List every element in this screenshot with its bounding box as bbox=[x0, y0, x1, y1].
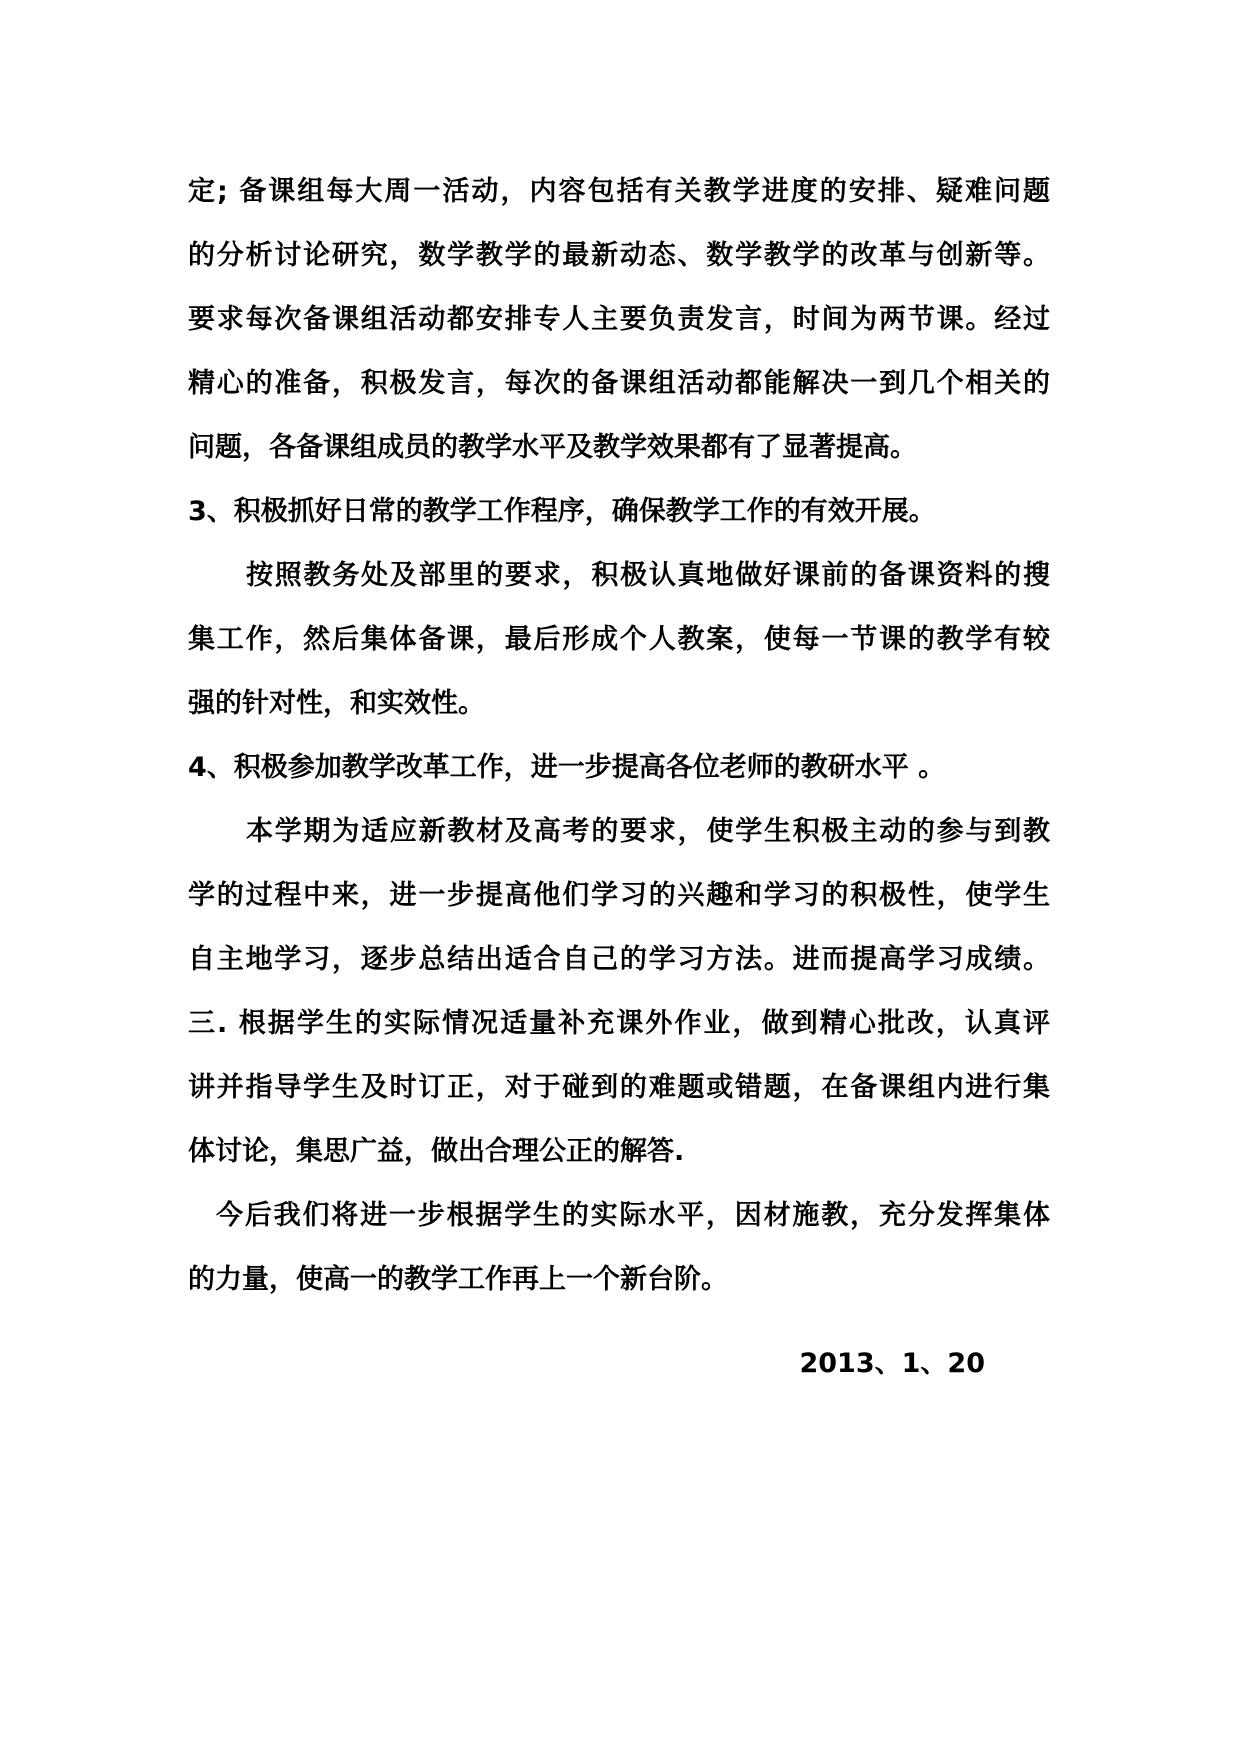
text-line: 学的过程中来，进一步提高他们学习的兴趣和学习的积极性，使学生 bbox=[188, 880, 1050, 911]
text-line: 今后我们将进一步根据学生的实际水平，因材施教，充分发挥集体 bbox=[216, 1200, 1050, 1231]
text-line: 问题，各备课组成员的教学水平及教学效果都有了显著提高。 bbox=[188, 432, 917, 463]
section-heading: 三. 根据学生的实际情况适量补充课外作业，做到精心批改，认真评 bbox=[188, 1008, 1050, 1039]
text-line: 按照教务处及部里的要求，积极认真地做好课前的备课资料的搜 bbox=[246, 560, 1050, 591]
text-line: 的分析讨论研究，数学教学的最新动态、数学教学的改革与创新等。 bbox=[188, 240, 1050, 271]
section-heading: 3、积极抓好日常的教学工作程序，确保教学工作的有效开展。 bbox=[188, 496, 936, 527]
text-line: 精心的准备，积极发言，每次的备课组活动都能解决一到几个相关的 bbox=[188, 368, 1050, 399]
text-line: 集工作，然后集体备课，最后形成个人教案，使每一节课的教学有较 bbox=[188, 624, 1050, 655]
text-line: 的力量，使高一的教学工作再上一个新台阶。 bbox=[188, 1264, 728, 1295]
text-line: 本学期为适应新教材及高考的要求，使学生积极主动的参与到教 bbox=[246, 816, 1050, 847]
section-heading: 4、积极参加教学改革工作，进一步提高各位老师的教研水平 。 bbox=[188, 752, 946, 783]
body-text bbox=[188, 160, 1050, 1312]
text-line: 自主地学习，逐步总结出适合自己的学习方法。进而提高学习成绩。 bbox=[188, 944, 1050, 975]
text-line: 定; 备课组每大周一活动，内容包括有关教学进度的安排、疑难问题 bbox=[188, 176, 1050, 207]
text-line: 讲并指导学生及时订正，对于碰到的难题或错题，在备课组内进行集 bbox=[188, 1072, 1050, 1103]
document-date: 2013、1、20 bbox=[799, 1348, 985, 1379]
text-line: 体讨论，集思广益，做出合理公正的解答. bbox=[188, 1136, 685, 1167]
text-line: 要求每次备课组活动都安排专人主要负责发言，时间为两节课。经过 bbox=[188, 304, 1050, 335]
text-line: 强的针对性，和实效性。 bbox=[188, 688, 485, 719]
